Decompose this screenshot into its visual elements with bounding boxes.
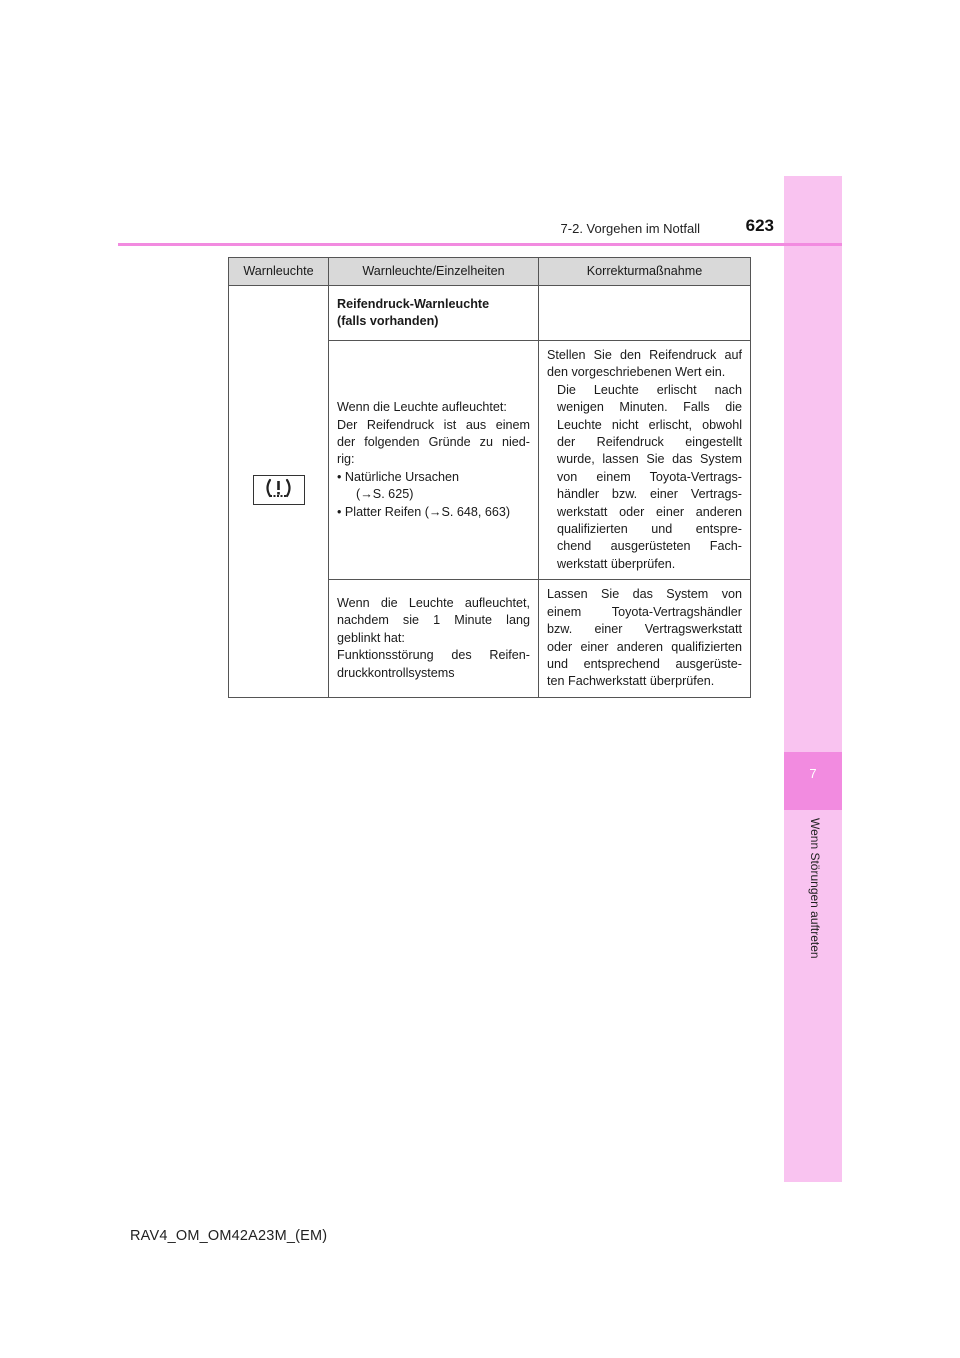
icon-cell [229, 286, 329, 698]
detail-1-line-6: (→S. 625) [356, 487, 414, 502]
detail-1-line-5: • Natürliche Ursachen [337, 469, 460, 484]
title-line-1: Reifendruck-Warnleuchte [337, 296, 490, 311]
action-1-line-3: Die Leuchte erlischt nach [557, 382, 742, 397]
detail-1-line-2: Der Reifendruck ist aus einem [337, 417, 530, 432]
action-low-pressure [539, 341, 751, 580]
warning-light-table [228, 257, 751, 698]
title-action-empty [539, 286, 751, 341]
column-header-details: Warnleuchte/Einzelheiten [329, 258, 539, 286]
detail-1-line-7: • Platter Reifen (→S. 648, 663) [337, 504, 511, 519]
detail-2-line-1: Wenn die Leuchte aufleuchtet, [337, 595, 530, 610]
action-2-line-2: einem Toyota-Vertragshändler [547, 604, 742, 619]
chapter-title: Wenn Störungen auftreten [808, 818, 822, 959]
detail-system-malfunction [329, 580, 539, 697]
action-1-line-11: qualifizierten und entspre- [557, 522, 742, 537]
detail-2-line-5: druckkontrollsystems [337, 665, 455, 680]
action-2-line-4: oder einer anderen qualifizierten [547, 639, 742, 654]
header-rule [118, 243, 842, 246]
side-chapter-tab [784, 176, 842, 1182]
section-title: 7-2. Vorgehen im Notfall [560, 221, 700, 236]
detail-low-pressure [329, 341, 539, 580]
action-2-line-1: Lassen Sie das System von [547, 587, 742, 602]
warning-light-title [329, 286, 539, 341]
column-header-correction: Korrekturmaßnahme [539, 258, 751, 286]
action-2-line-5: und entsprechend ausgerüste- [547, 656, 742, 671]
action-1-line-12: chend ausgerüsteten Fach- [557, 539, 742, 554]
detail-1-line-4: rig: [337, 452, 355, 467]
action-2-line-6: ten Fachwerkstatt überprüfen. [547, 674, 715, 689]
tire-pressure-warning-icon [253, 475, 305, 505]
detail-2-line-3: geblinkt hat: [337, 630, 405, 645]
detail-2-line-2: nachdem sie 1 Minute lang [337, 613, 530, 628]
action-1-line-1: Stellen Sie den Reifendruck auf [547, 348, 742, 362]
action-1-line-4: wenigen Minuten. Falls die [557, 400, 742, 415]
detail-1-line-3: der folgenden Gründe zu nied- [337, 435, 530, 450]
action-1-line-9: händler bzw. einer Vertrags- [557, 487, 742, 502]
action-1-line-2: den vorgeschriebenen Wert ein. [547, 365, 726, 380]
title-line-2: (falls vorhanden) [337, 314, 439, 328]
detail-1-line-1: Wenn die Leuchte aufleuchtet: [337, 400, 507, 415]
action-1-line-6: der Reifendruck eingestellt [557, 435, 742, 450]
action-system-malfunction [539, 580, 751, 697]
column-header-warnleuchte: Warnleuchte [229, 258, 329, 286]
detail-2-line-4: Funktionsstörung des Reifen- [337, 648, 530, 663]
action-1-line-8: von einem Toyota-Vertrags- [557, 469, 742, 484]
action-1-line-5: Leuchte nicht erlischt, obwohl [557, 417, 742, 432]
chapter-number: 7 [809, 766, 817, 781]
page-number: 623 [745, 216, 774, 235]
tire-pressure-icon-graphic [254, 476, 303, 503]
action-1-line-7: wurde, lassen Sie das System [557, 452, 742, 467]
action-2-line-3: bzw. einer Vertragswerkstatt [547, 622, 742, 637]
action-1-line-10: werkstatt oder einer anderen [557, 504, 742, 519]
action-1-line-13: werkstatt überprüfen. [557, 556, 676, 571]
side-chapter-tab-active [784, 752, 842, 810]
document-code: RAV4_OM_OM42A23M_(EM) [130, 1228, 328, 1244]
table-header-row [229, 258, 751, 286]
table-row-title [229, 286, 751, 341]
